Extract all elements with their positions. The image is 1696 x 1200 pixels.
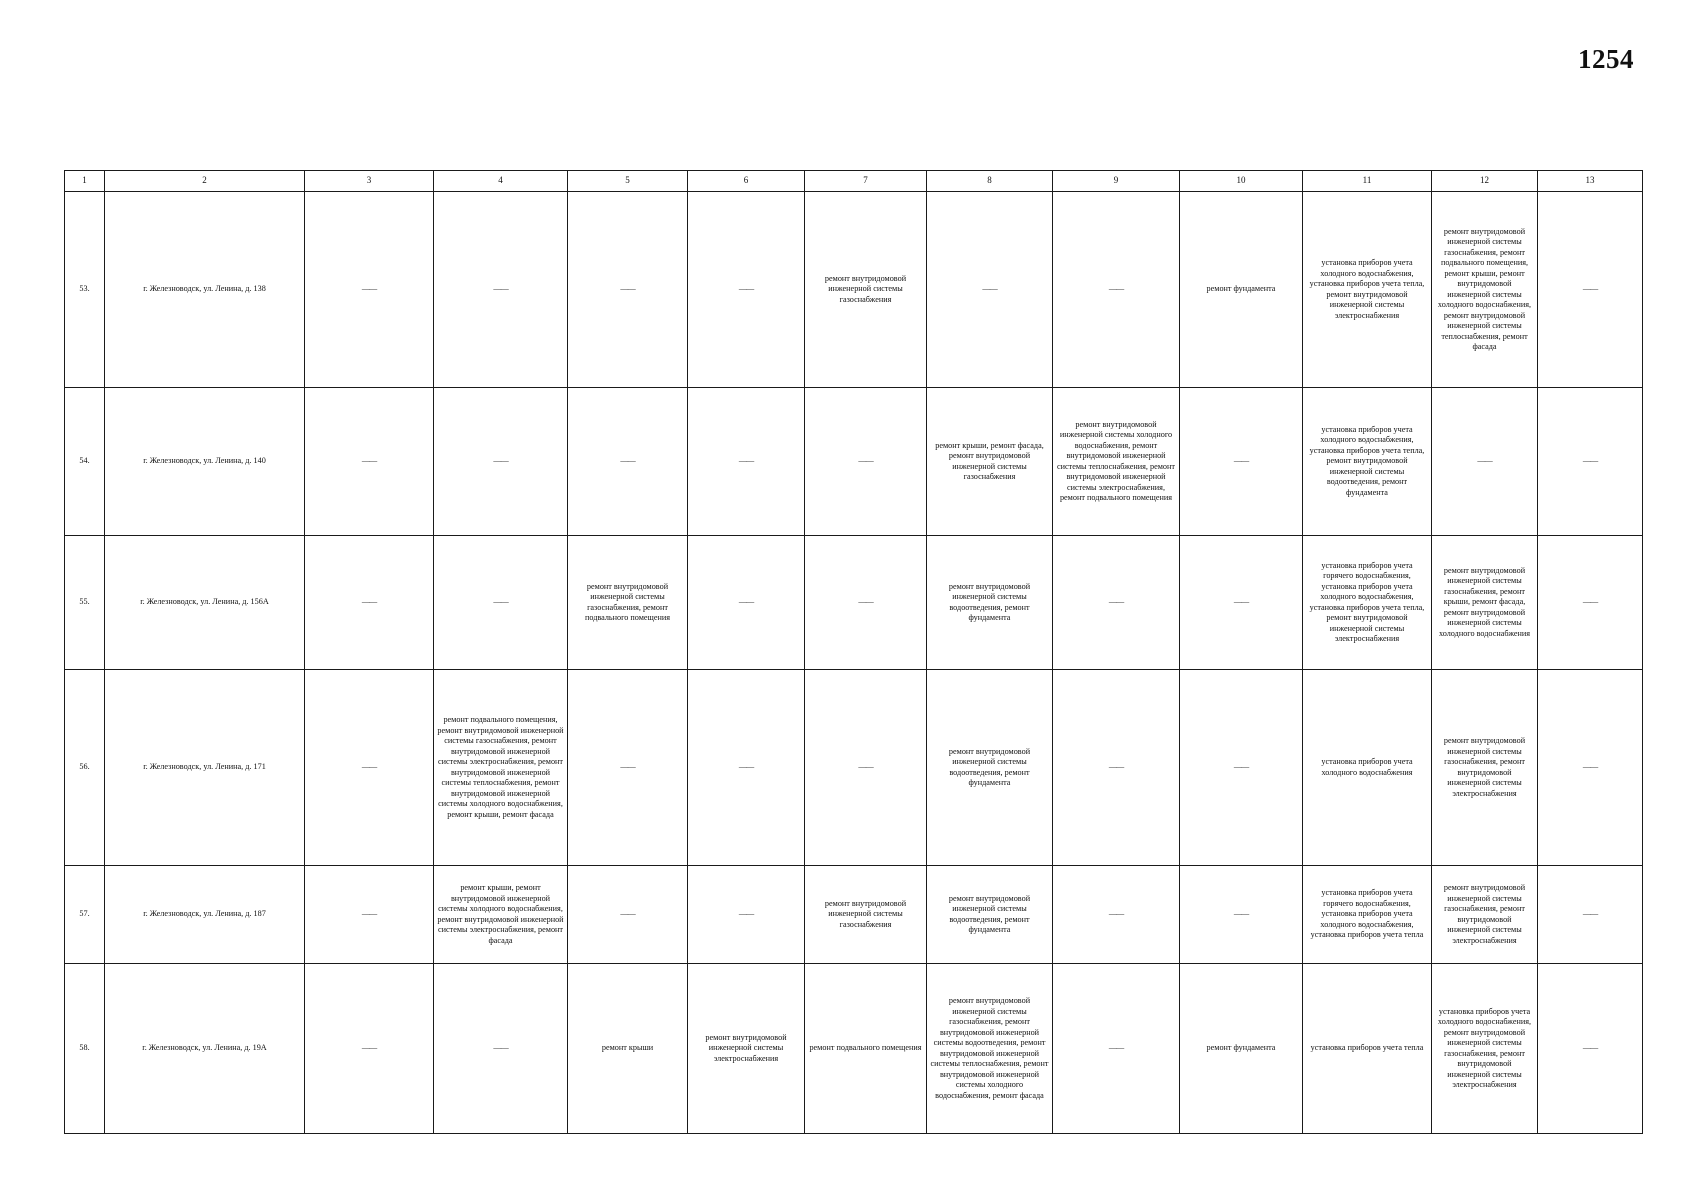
- work-cell: ремонт подвального помещения: [805, 964, 927, 1134]
- column-number-row: [65, 171, 1643, 192]
- work-cell: ремонт внутридомовой инженерной системы газоснабжения: [805, 866, 927, 964]
- work-cell: установка приборов учета холодного водоснабжения, установка приборов учета тепла, ремонт внутридомовой инженерной системы водоотведения, ремонт фундамента: [1303, 388, 1432, 536]
- work-cell: ремонт крыши, ремонт фасада, ремонт внутридомовой инженерной системы газоснабжения: [927, 388, 1053, 536]
- column-header: 7: [805, 171, 927, 192]
- address-cell: г. Железноводск, ул. Ленина, д. 171: [105, 670, 305, 866]
- work-cell: ——: [1538, 192, 1643, 388]
- work-cell: ——: [434, 964, 568, 1134]
- column-header: 3: [305, 171, 434, 192]
- row-number: 55.: [65, 536, 105, 670]
- work-cell: ——: [688, 192, 805, 388]
- work-cell: установка приборов учета горячего водоснабжения, установка приборов учета холодного водоснабжения, установка приборов учета тепла, ремонт внутридомовой инженерной системы электроснабжения: [1303, 536, 1432, 670]
- work-cell: ——: [434, 388, 568, 536]
- column-header: 10: [1180, 171, 1303, 192]
- address-cell: г. Железноводск, ул. Ленина, д. 140: [105, 388, 305, 536]
- row-number: 58.: [65, 964, 105, 1134]
- work-cell: ——: [805, 670, 927, 866]
- table-row: [65, 670, 1643, 866]
- work-cell: ремонт внутридомовой инженерной системы газоснабжения, ремонт подвального помещения: [568, 536, 688, 670]
- table-row: [65, 192, 1643, 388]
- work-cell: ремонт внутридомовой инженерной системы газоснабжения, ремонт внутридомовой инженерной системы электроснабжения: [1432, 670, 1538, 866]
- table-row: [65, 866, 1643, 964]
- work-cell: ремонт внутридомовой инженерной системы водоотведения, ремонт фундамента: [927, 670, 1053, 866]
- work-cell: ремонт фундамента: [1180, 192, 1303, 388]
- column-header: 9: [1053, 171, 1180, 192]
- table-row: [65, 536, 1643, 670]
- column-header: 11: [1303, 171, 1432, 192]
- work-cell: ——: [305, 536, 434, 670]
- work-cell: ——: [1053, 192, 1180, 388]
- work-cell: ——: [1180, 536, 1303, 670]
- work-cell: ремонт внутридомовой инженерной системы газоснабжения, ремонт внутридомовой инженерной системы электроснабжения: [1432, 866, 1538, 964]
- work-cell: ——: [1538, 866, 1643, 964]
- column-header: 12: [1432, 171, 1538, 192]
- work-cell: ——: [305, 964, 434, 1134]
- work-cell: ——: [568, 192, 688, 388]
- column-header: 6: [688, 171, 805, 192]
- work-cell: ремонт подвального помещения, ремонт внутридомовой инженерной системы газоснабжения, ремонт внутридомовой инженерной системы электроснабжения, ремонт внутридомовой инженерной системы теплоснабжения, ремонт внутридомовой инженерной системы холодного водоснабжения, ремонт крыши, ремонт фасада: [434, 670, 568, 866]
- table-row: [65, 388, 1643, 536]
- work-cell: ——: [305, 192, 434, 388]
- work-cell: установка приборов учета холодного водоснабжения, ремонт внутридомовой инженерной системы газоснабжения, ремонт внутридомовой инженерной системы электроснабжения: [1432, 964, 1538, 1134]
- work-cell: ——: [688, 536, 805, 670]
- work-cell: ремонт внутридомовой инженерной системы газоснабжения: [805, 192, 927, 388]
- work-cell: ремонт внутридомовой инженерной системы газоснабжения, ремонт внутридомовой инженерной системы водоотведения, ремонт внутридомовой инженерной системы теплоснабжения, ремонт внутридомовой инженерной системы холодного водоснабжения, ремонт фасада: [927, 964, 1053, 1134]
- row-number: 56.: [65, 670, 105, 866]
- column-header: 2: [105, 171, 305, 192]
- work-cell: ремонт крыши: [568, 964, 688, 1134]
- work-cell: установка приборов учета горячего водоснабжения, установка приборов учета холодного водоснабжения, установка приборов учета тепла: [1303, 866, 1432, 964]
- work-cell: ——: [305, 670, 434, 866]
- work-cell: ——: [1538, 670, 1643, 866]
- address-cell: г. Железноводск, ул. Ленина, д. 156А: [105, 536, 305, 670]
- address-cell: г. Железноводск, ул. Ленина, д. 19А: [105, 964, 305, 1134]
- work-cell: установка приборов учета холодного водоснабжения, установка приборов учета тепла, ремонт внутридомовой инженерной системы электроснабжения: [1303, 192, 1432, 388]
- work-cell: ——: [1538, 964, 1643, 1134]
- address-cell: г. Железноводск, ул. Ленина, д. 187: [105, 866, 305, 964]
- work-cell: ремонт внутридомовой инженерной системы электроснабжения: [688, 964, 805, 1134]
- work-cell: ——: [434, 192, 568, 388]
- work-cell: ремонт крыши, ремонт внутридомовой инженерной системы холодного водоснабжения, ремонт внутридомовой инженерной системы электроснабжения, ремонт фасада: [434, 866, 568, 964]
- work-cell: ——: [688, 866, 805, 964]
- work-cell: ремонт внутридомовой инженерной системы газоснабжения, ремонт крыши, ремонт фасада, ремонт внутридомовой инженерной системы холодного водоснабжения: [1432, 536, 1538, 670]
- work-cell: ——: [568, 866, 688, 964]
- work-cell: установка приборов учета холодного водоснабжения: [1303, 670, 1432, 866]
- work-cell: ——: [1538, 388, 1643, 536]
- column-header: 13: [1538, 171, 1643, 192]
- work-cell: ——: [1053, 670, 1180, 866]
- work-cell: ——: [434, 536, 568, 670]
- work-cell: ——: [1432, 388, 1538, 536]
- work-cell: ремонт внутридомовой инженерной системы водоотведения, ремонт фундамента: [927, 866, 1053, 964]
- work-cell: ——: [305, 866, 434, 964]
- work-cell: ——: [305, 388, 434, 536]
- row-number: 54.: [65, 388, 105, 536]
- work-cell: ——: [1180, 866, 1303, 964]
- row-number: 57.: [65, 866, 105, 964]
- column-header: 8: [927, 171, 1053, 192]
- work-cell: ——: [1180, 670, 1303, 866]
- work-cell: ——: [688, 388, 805, 536]
- work-cell: ——: [568, 670, 688, 866]
- work-cell: ——: [1538, 536, 1643, 670]
- work-cell: ремонт внутридомовой инженерной системы холодного водоснабжения, ремонт внутридомовой инженерной системы теплоснабжения, ремонт внутридомовой инженерной системы электроснабжения, ремонт подвального помещения: [1053, 388, 1180, 536]
- work-cell: ремонт фундамента: [1180, 964, 1303, 1134]
- work-cell: ——: [568, 388, 688, 536]
- address-cell: г. Железноводск, ул. Ленина, д. 138: [105, 192, 305, 388]
- table-row: [65, 964, 1643, 1134]
- work-cell: ——: [1053, 866, 1180, 964]
- work-cell: ——: [927, 192, 1053, 388]
- work-cell: ремонт внутридомовой инженерной системы газоснабжения, ремонт подвального помещения, ремонт крыши, ремонт внутридомовой инженерной системы холодного водоснабжения, ремонт внутридомовой инженерной системы теплоснабжения, ремонт фасада: [1432, 192, 1538, 388]
- work-cell: ремонт внутридомовой инженерной системы водоотведения, ремонт фундамента: [927, 536, 1053, 670]
- column-header: 5: [568, 171, 688, 192]
- row-number: 53.: [65, 192, 105, 388]
- work-cell: ——: [1053, 964, 1180, 1134]
- work-cell: установка приборов учета тепла: [1303, 964, 1432, 1134]
- work-cell: ——: [688, 670, 805, 866]
- work-cell: ——: [805, 536, 927, 670]
- column-header: 1: [65, 171, 105, 192]
- work-cell: ——: [1053, 536, 1180, 670]
- column-header: 4: [434, 171, 568, 192]
- repair-schedule-table: [64, 170, 1643, 1134]
- work-cell: ——: [805, 388, 927, 536]
- work-cell: ——: [1180, 388, 1303, 536]
- page-number: 1254: [1578, 44, 1634, 74]
